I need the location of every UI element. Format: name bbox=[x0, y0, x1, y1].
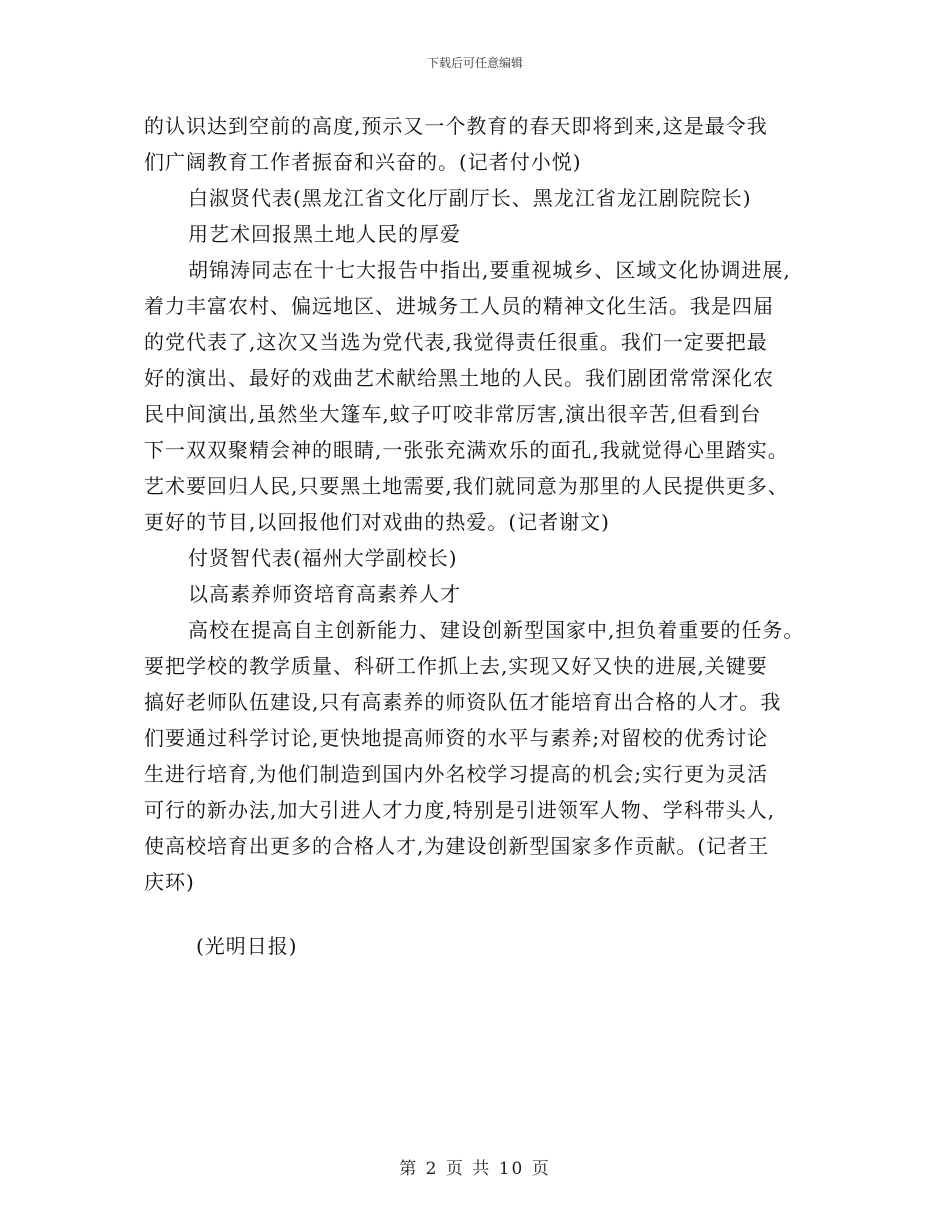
section-heading: 以高素养师资培育高素养人才 bbox=[188, 582, 461, 606]
delegate-name: 白淑贤代表(黑龙江省文化厅副厅长、黑龙江省龙江剧院院长) bbox=[188, 186, 752, 210]
section-heading: 用艺术回报黑土地人民的厚爱 bbox=[188, 222, 461, 246]
body-line: 更好的节目,以回报他们对戏曲的热爱。(记者谢文) bbox=[144, 510, 610, 534]
source-attribution: (光明日报) bbox=[196, 934, 298, 958]
body-line: 们广阔教育工作者振奋和兴奋的。(记者付小悦) bbox=[144, 150, 582, 174]
body-line: 要把学校的教学质量、科研工作抓上去,实现又好又快的进展,关键要 bbox=[144, 654, 768, 678]
delegate-name: 付贤智代表(福州大学副校长) bbox=[188, 546, 458, 570]
body-line: 们要通过科学讨论,更快地提高师资的水平与素养;对留校的优秀讨论 bbox=[144, 726, 769, 750]
body-line: 好的演出、最好的戏曲艺术献给黑土地的人民。我们剧团常常深化农 bbox=[144, 366, 774, 390]
body-line: 的党代表了,这次又当选为党代表,我觉得责任很重。我们一定要把最 bbox=[144, 330, 768, 354]
body-line: 庆环) bbox=[144, 870, 195, 894]
body-line: 高校在提高自主创新能力、建设创新型国家中,担负着重要的任务。 bbox=[188, 618, 805, 642]
body-line: 民中间演出,虽然坐大篷车,蚊子叮咬非常厉害,演出很辛苦,但看到台 bbox=[144, 402, 762, 426]
body-line: 生进行培育,为他们制造到国内外名校学习提高的机会;实行更为灵活 bbox=[144, 762, 769, 786]
page-header: 下载后可任意编辑 bbox=[426, 56, 523, 70]
body-line: 下一双双聚精会神的眼睛,一张张充满欢乐的面孔,我就觉得心里踏实。 bbox=[144, 438, 789, 462]
body-line: 可行的新办法,加大引进人才力度,特别是引进领军人物、学科带头人, bbox=[144, 798, 776, 822]
body-line: 着力丰富农村、偏远地区、进城务工人员的精神文化生活。我是四届 bbox=[144, 294, 774, 318]
body-line: 的认识达到空前的高度,预示又一个教育的春天即将到来,这是最令我 bbox=[144, 114, 768, 138]
body-line: 胡锦涛同志在十七大报告中指出,要重视城乡、区域文化协调进展, bbox=[188, 258, 791, 282]
body-line: 使高校培育出更多的合格人才,为建设创新型国家多作贡献。(记者王 bbox=[144, 834, 770, 858]
body-line: 搞好老师队伍建设,只有高素养的师资队伍才能培育出合格的人才。我 bbox=[144, 690, 782, 714]
body-line: 艺术要回归人民,只要黑土地需要,我们就同意为那里的人民提供更多、 bbox=[144, 474, 789, 498]
page-number: 第 2 页 共 10 页 bbox=[399, 1159, 551, 1179]
